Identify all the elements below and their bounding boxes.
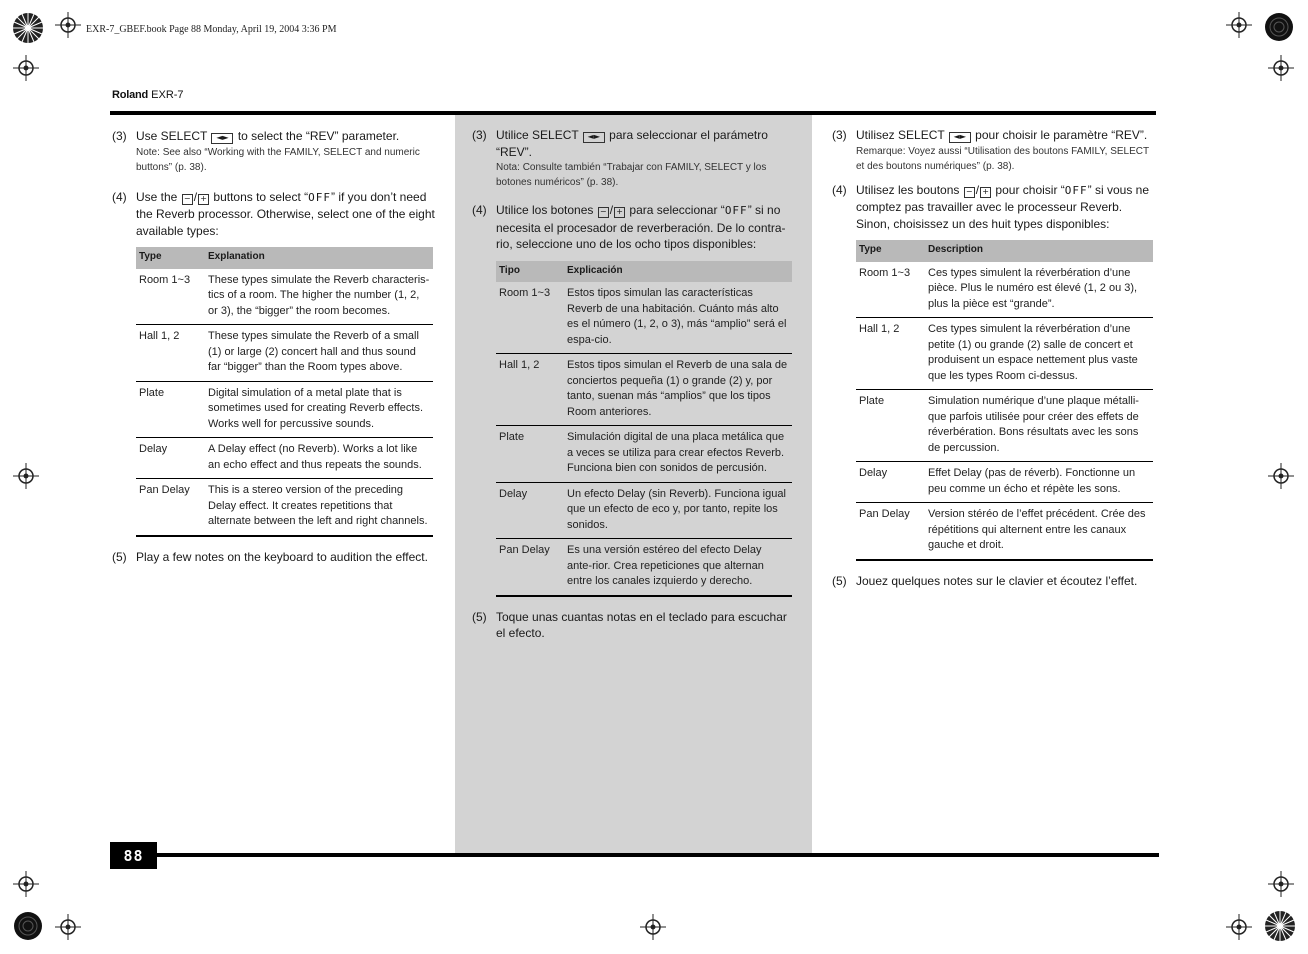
step-number: (3) [832,128,847,142]
table-row [856,318,1153,390]
table-row [496,282,792,354]
note [136,145,438,175]
plus-key-icon: + [198,194,209,205]
table-header: Type [136,247,205,269]
step-number: (3) [472,128,487,142]
explanation-cell: Es una versión estéreo del efecto Delay ante-rior. Crea repeticiones que alternan entre los canales izquierdo y derecho. [564,539,792,596]
note [496,160,798,190]
crosshair-mark [13,871,39,897]
explanation-cell: Effet Delay (pas de réverb). Fonctionne un peu comme un écho et répète les sons. [925,462,1153,503]
step-number: (4) [472,203,487,217]
type-cell: Pan Delay [496,539,564,596]
table-row [136,438,433,479]
note-label: Note: [136,146,160,158]
crosshair-mark [1268,55,1294,81]
explanation-cell: Estos tipos simulan el Reverb de una sala de conciertos pequeña (1) o grande (2) y, por tanto, suenan más “amplios” que los tipos Room anteriores. [564,354,792,426]
type-cell: Room 1~3 [856,262,925,318]
step-5 [112,549,438,566]
crosshair-mark [1226,12,1252,38]
table-row [496,539,792,596]
explanation-cell: Simulation numérique d’une plaque métalli-que parfois utilisée pour créer des effets de réverbération. Bons résultats avec les sons de percussion. [925,390,1153,462]
type-cell: Hall 1, 2 [496,354,564,426]
step-text: Play a few notes on the keyboard to audition the effect. [136,549,428,564]
english-column [112,128,438,577]
select-key-icon: ◄► [949,132,971,143]
table-row [496,482,792,539]
step-number: (4) [832,182,847,197]
note-label: Nota: [496,162,520,173]
table-header-row [496,261,792,283]
type-cell: Room 1~3 [496,282,564,354]
minus-key-icon: − [182,194,193,205]
page-number: 88 [110,842,157,869]
explanation-cell: Digital simulation of a metal plate that is sometimes used for creating Reverb effects. Works well for percussive sounds. [205,381,433,438]
explanation-cell: Ces types simulent la réverbération d’une pièce. Plus le numéro est élevé (1, 2 ou 3), plus la pièce est “grande”. [925,262,1153,318]
step-3 [472,127,798,190]
note-text: See also “Working with the FAMILY, SELECT and numeric buttons” (p. 38). [136,146,420,173]
minus-key-icon: − [598,207,609,218]
step-text: Utilice SELECT [496,128,579,142]
step-text: ” if you don’t need the Reverb processor. Otherwise, select one of the eight available types: [136,189,435,238]
crosshair-mark [13,55,39,81]
table-row [496,426,792,483]
type-cell: Pan Delay [136,479,205,536]
off-display-text: OFF [1064,183,1088,197]
step-text: pour choisir le paramètre “REV”. [975,128,1148,142]
crosshair-mark [1226,914,1252,940]
table-row [856,462,1153,503]
table-row [856,262,1153,318]
french-column [832,127,1158,601]
explanation-cell: This is a stereo version of the preceding Delay effect. It creates repetitions that alternate between the left and right channels. [205,479,433,536]
explanation-cell: Simulación digital de una placa metálica que a veces se utiliza para crear efectos Reverb. Funciona bien con sonidos de percusión. [564,426,792,483]
type-cell: Plate [136,381,205,438]
table-header-row [136,247,433,269]
crosshair-mark [55,914,81,940]
table-header: Explanation [205,247,433,269]
explanation-cell: A Delay effect (no Reverb). Works a lot like an echo effect and thus repeats the sounds. [205,438,433,479]
reverb-types-table [856,240,1153,561]
off-display-text: OFF [308,190,331,204]
step-5 [472,609,798,642]
table-header: Explicación [564,261,792,283]
plus-key-icon: + [980,187,991,198]
registration-starburst-bottom-right [1264,910,1296,942]
type-cell: Plate [496,426,564,483]
step-text: Use SELECT [136,129,208,143]
printer-slug-line: EXR-7_GBEF.book Page 88 Monday, April 19, 2004 3:36 PM [86,24,337,35]
model-name: EXR-7 [151,89,184,101]
off-display-text: OFF [724,204,748,217]
table-header-row [856,240,1153,262]
table-row [136,325,433,382]
note-text: Consulte también “Trabajar con FAMILY, SELECT y los botones numéricos” (p. 38). [496,162,767,188]
table-row [496,354,792,426]
type-cell: Hall 1, 2 [856,318,925,390]
step-text: Utilisez SELECT [856,128,945,142]
select-key-icon: ◄► [583,132,605,143]
table-header: Description [925,240,1153,262]
table-header: Type [856,240,925,262]
step-4: (4) Utilisez les boutons − / + pour choisir “OFF” si vous ne comptez pas travailler avec le processeur Reverb. Sinon, choisissez un des huit types disponibles: [832,182,1150,231]
spanish-column [472,127,798,654]
reverb-types-table [496,261,792,597]
table-row [856,390,1153,462]
table-row [136,381,433,438]
registration-disc-bottom-left [13,911,43,941]
crosshair-mark [640,914,666,940]
table-row [136,479,433,536]
minus-key-icon: − [964,187,975,198]
step-text: ” si no necesita el procesador de reverberación. De lo contra-rio, seleccione uno de los ocho tipos disponibles: [496,203,786,251]
crosshair-mark [1268,463,1294,489]
explanation-cell: Ces types simulent la réverbération d’une petite (1) ou grande (2) salle de concert et produisent un espace nettement plus vaste que les types Room ci-dessus. [925,318,1153,390]
step-3 [112,128,438,175]
registration-disc-top-right [1264,12,1294,42]
type-cell: Hall 1, 2 [136,325,205,382]
type-cell: Pan Delay [856,503,925,560]
step-text: ” si vous ne comptez pas travailler avec le processeur Reverb. Sinon, choisissez un des huit types disponibles: [856,182,1150,231]
note-label: Remarque: [856,145,906,157]
step-number: (4) [112,189,127,204]
step-text: para seleccionar “ [629,203,725,217]
step-text: para seleccionar el parámetro “REV”. [496,128,768,159]
step-4: (4) Use the − / + buttons to select “OFF” if you don’t need the Reverb processor. Otherwise, select one of the eight available types: [112,189,435,238]
crosshair-mark [1268,871,1294,897]
step-number: (5) [472,609,487,624]
bottom-rule [110,853,1159,857]
explanation-cell: These types simulate the Reverb of a small (1) or large (2) concert hall and thus sound far “bigger” than the Room types above. [205,325,433,382]
table-row [856,503,1153,560]
explanation-cell: Version stéréo de l’effet précédent. Crée des répétitions qui alternent entre les canaux gauche et droit. [925,503,1153,560]
step-text: Toque unas cuantas notas en el teclado para escuchar el efecto. [496,609,787,640]
step-text: Utilice los botones [496,203,594,217]
type-cell: Room 1~3 [136,269,205,325]
running-header [112,89,184,101]
type-cell: Plate [856,390,925,462]
type-cell: Delay [496,482,564,539]
table-header: Tipo [496,261,564,283]
type-cell: Delay [136,438,205,479]
step-5 [832,573,1158,590]
step-text: to select the “REV” parameter. [237,129,400,143]
brand-name: Roland [112,89,149,101]
step-number: (3) [112,129,127,143]
note [856,144,1158,174]
explanation-cell: Un efecto Delay (sin Reverb). Funciona igual que un efecto de eco y, por tanto, repite los sonidos. [564,482,792,539]
explanation-cell: These types simulate the Reverb characteris-tics of a room. The higher the number (1, 2, or 3), the “bigger” the room becomes. [205,269,433,325]
step-text: Jouez quelques notes sur le clavier et écoutez l’effet. [856,573,1138,588]
step-text: Use the [136,189,178,204]
explanation-cell: Estos tipos simulan las características Reverb de una habitación. Cuánto más alto es el número (1, 2, o 3), más “amplio” será el espa-cio. [564,282,792,354]
reverb-types-table [136,247,433,537]
table-row [136,269,433,325]
step-number: (5) [832,573,847,588]
step-text: buttons to select “ [213,189,309,204]
registration-starburst-top-left [12,12,44,44]
step-4: (4) Utilice los botones − / + para seleccionar “OFF” si no necesita el procesador de reverberación. De lo contra-rio, seleccione uno de los ocho tipos disponibles: [472,203,786,251]
note-text: Voyez aussi “Utilisation des boutons FAMILY, SELECT et des boutons numériques” (p. 38). [856,145,1149,172]
type-cell: Delay [856,462,925,503]
step-text: Utilisez les boutons [856,182,960,197]
plus-key-icon: + [614,207,625,218]
select-key-icon: ◄► [211,133,233,144]
crosshair-mark [13,463,39,489]
step-number: (5) [112,549,127,564]
crosshair-mark [55,12,81,38]
step-text: pour choisir “ [995,182,1065,197]
step-3 [832,127,1158,174]
